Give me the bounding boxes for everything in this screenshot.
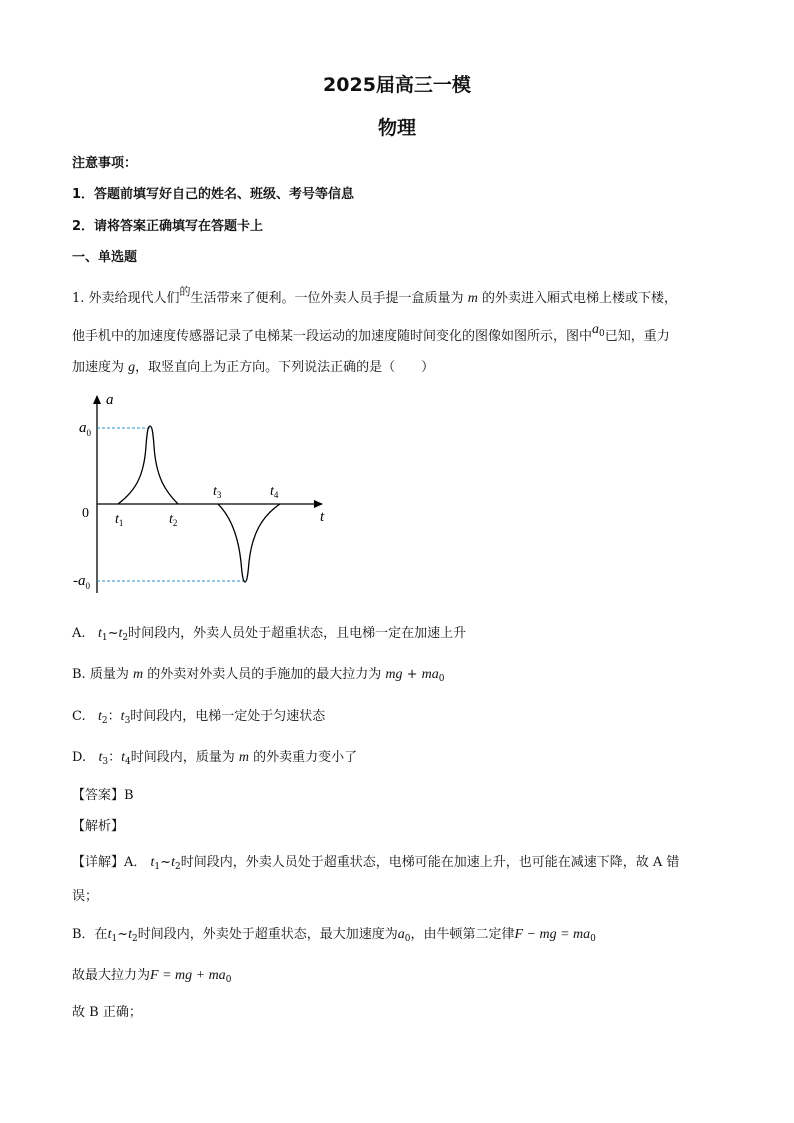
var-a0: a <box>592 322 600 337</box>
positive-peak-curve <box>118 426 178 504</box>
detail-text: 【详解】A． <box>72 855 147 870</box>
neg-a0-label: $-a_0$ <box>73 573 90 591</box>
q-text: 他手机中的加速度传感器记录了电梯某一段运动的加速度随时间变化的图像如图所示，图中 <box>72 329 593 344</box>
question-line-1 <box>72 283 677 308</box>
option-d-label: D. <box>72 750 87 765</box>
notice-item-1: 1．答题前填写好自己的姓名、班级、考号等信息 <box>72 187 355 202</box>
max-force-formula: F = mg + ma <box>150 968 226 983</box>
option-c-label: C. <box>72 709 86 724</box>
q-text: 生活带来了便利。一位外卖人员手提一盒质量为 <box>190 291 464 306</box>
var-t: t <box>150 855 155 870</box>
option-b[interactable] <box>72 666 445 688</box>
var-m: m <box>238 750 250 765</box>
var-m: m <box>132 667 144 682</box>
option-b-text: 的外卖对外卖人员的手施加的最大拉力为 <box>143 667 386 682</box>
var-t: t <box>107 927 112 942</box>
answer-line <box>72 787 134 805</box>
sub: 1 <box>111 934 118 944</box>
q-text: ，取竖直向上为正方向。下列说法正确的是（ ） <box>135 360 435 375</box>
sub: 0 <box>438 674 445 684</box>
exam-title: 2025届高三一模 <box>323 74 471 96</box>
a0-label: $a_0$ <box>79 420 91 438</box>
option-a[interactable] <box>72 625 466 647</box>
sep: ~ <box>117 927 129 942</box>
sep: ~ <box>107 626 119 641</box>
question-line-2 <box>72 322 670 350</box>
x-axis-label: t <box>320 509 325 525</box>
acceleration-time-graph <box>70 388 340 603</box>
notice-item-2: 2．请将答案正确填写在答题卡上 <box>72 219 264 234</box>
sub: 1 <box>101 633 108 643</box>
detail-text: 时间段内，外卖人员处于超重状态，电梯可能在加速上升，也可能在减速下降，故 A 错 <box>180 855 680 870</box>
option-a-text: 时间段内，外卖人员处于超重状态，且电梯一定在加速上升 <box>128 626 467 641</box>
analysis-label: 【解析】 <box>72 819 125 834</box>
formula: ma <box>421 667 439 682</box>
var-g: g <box>128 360 136 375</box>
var-m: m <box>467 291 478 306</box>
newton-formula: F − mg = ma <box>514 927 591 942</box>
detail-text: 时间段内，外卖处于超重状态，最大加速度为 <box>137 927 398 942</box>
option-d[interactable] <box>72 749 357 771</box>
origin-label: 0 <box>82 506 89 521</box>
negative-trough-curve <box>218 504 280 582</box>
var-a0-sub: 0 <box>599 329 605 339</box>
y-axis-label: a <box>106 392 114 408</box>
sub: 2 <box>174 862 181 872</box>
detail-text: ，由牛顿第二定律 <box>410 927 515 942</box>
var-t: t <box>97 626 102 641</box>
q-text: 的外卖进入厢式电梯上楼或下楼， <box>481 291 677 306</box>
answer-value: B <box>124 788 134 803</box>
detail-line-1 <box>72 854 679 876</box>
var-t: t <box>171 855 175 870</box>
q-text: 加速度为 <box>72 360 129 375</box>
sub: 0 <box>404 934 411 944</box>
sub: 0 <box>590 934 596 944</box>
var-t: t <box>98 709 102 724</box>
var-t: t <box>120 709 125 724</box>
var-a: a <box>397 927 405 942</box>
t1-label: $t_1$ <box>115 512 124 528</box>
option-b-text: 质量为 <box>85 667 133 682</box>
detail-line-4 <box>72 967 231 989</box>
detail-line-3 <box>72 926 596 948</box>
sep: ~ <box>160 855 172 870</box>
t4-label: $t_4$ <box>270 484 279 500</box>
plus: + <box>402 667 422 682</box>
question-line-3 <box>72 359 434 377</box>
t3-label: $t_3$ <box>213 484 222 500</box>
section-heading: 一、单选题 <box>72 250 138 265</box>
detail-text: 故最大拉力为 <box>72 968 151 983</box>
sub: 2 <box>131 934 138 944</box>
sub: 2 <box>122 633 129 643</box>
q-text: 1. 外卖给现代人们 <box>72 291 180 306</box>
sub: 4 <box>125 757 131 767</box>
var-t: t <box>128 927 132 942</box>
detail-line-2: 误； <box>72 889 99 904</box>
detail-text: B．在 <box>72 927 108 942</box>
var-t: t <box>118 626 123 641</box>
sep: ： <box>108 750 122 765</box>
sub: 1 <box>154 862 161 872</box>
option-c-text: 时间段内，电梯一定处于匀速状态 <box>130 709 326 724</box>
q-sup: 的 <box>179 285 191 298</box>
t2-label: $t_2$ <box>169 512 178 528</box>
sep: ： <box>107 709 121 724</box>
notice-heading: 注意事项： <box>72 156 138 171</box>
subject-title: 物理 <box>377 117 416 139</box>
sub: 3 <box>124 716 131 726</box>
q-text: 已知，重力 <box>604 329 670 344</box>
detail-line-5: 故 B 正确； <box>72 1005 142 1020</box>
sub: 2 <box>101 716 108 726</box>
formula: mg <box>385 667 403 682</box>
option-d-text: 时间段内，质量为 <box>130 750 239 765</box>
option-c[interactable] <box>72 708 325 730</box>
answer-label: 【答案】 <box>72 788 125 803</box>
sub: 3 <box>102 757 109 767</box>
var-t: t <box>121 750 126 765</box>
sub: 0 <box>225 975 232 985</box>
option-b-label: B. <box>72 667 86 682</box>
option-a-label: A. <box>72 626 86 641</box>
var-t: t <box>98 750 103 765</box>
option-d-text: 的外卖重力变小了 <box>249 750 358 765</box>
